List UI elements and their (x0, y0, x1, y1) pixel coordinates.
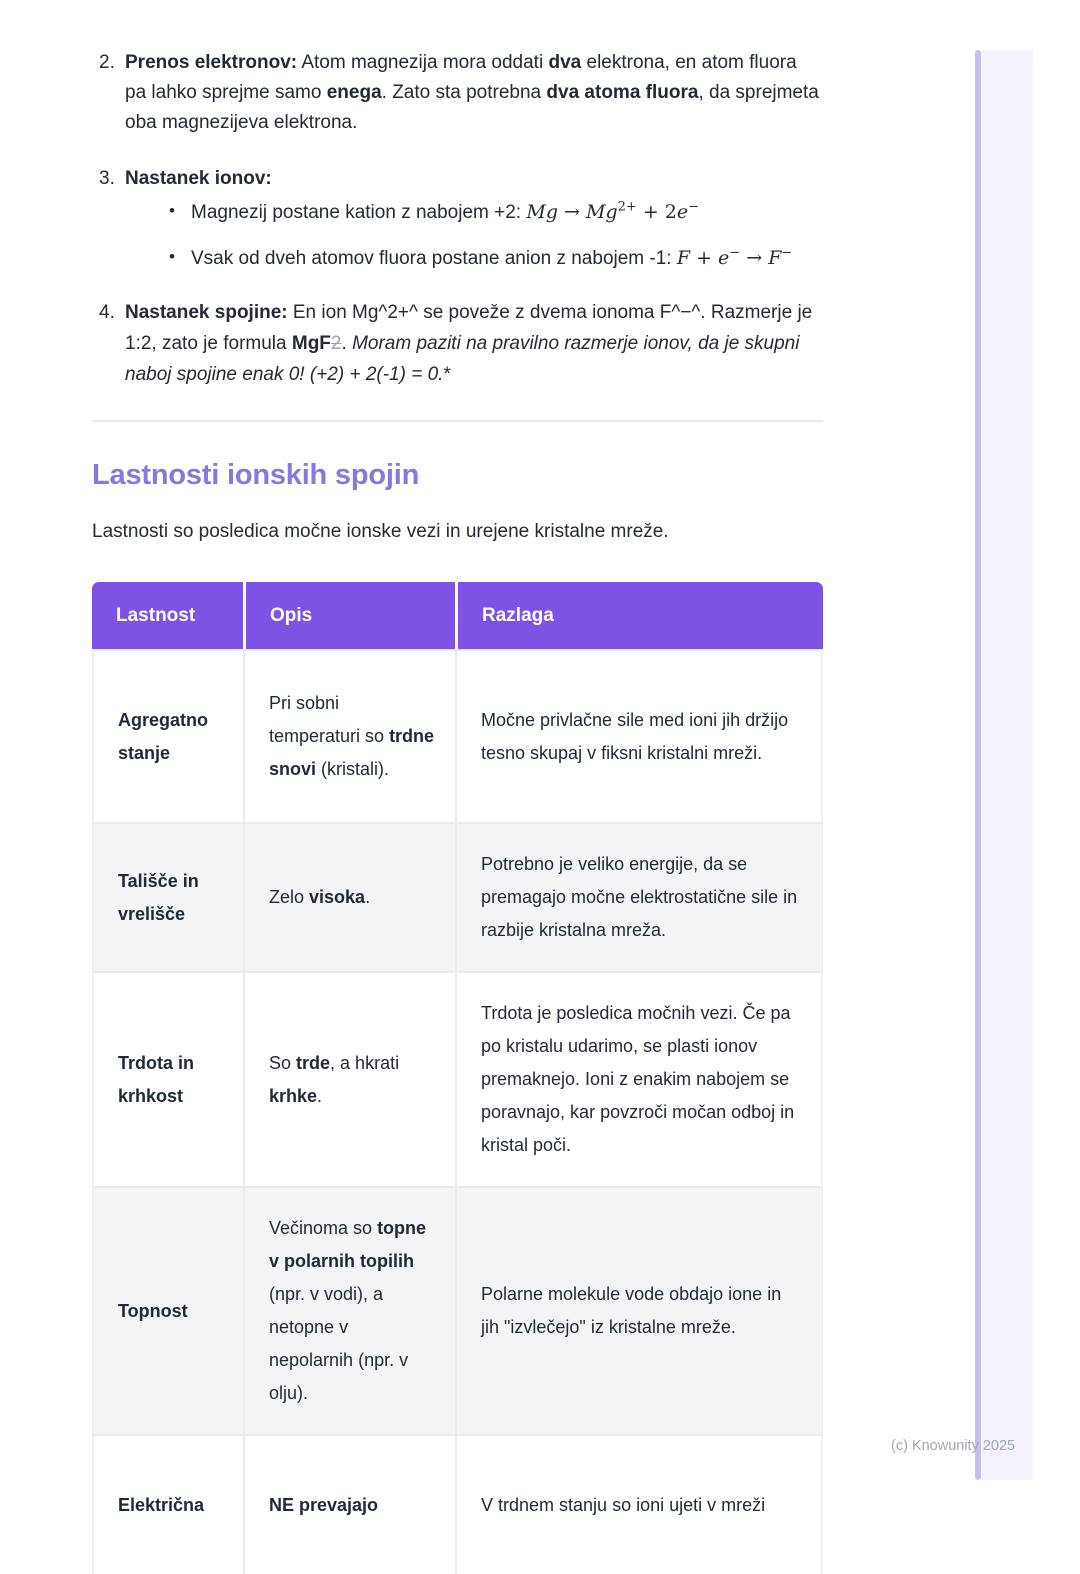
text-segment: So (269, 1052, 297, 1073)
text-segment: 2 (330, 333, 342, 354)
cell-opis (243, 1434, 455, 1574)
math-operator: + 2 (636, 201, 677, 223)
cell-razlaga: Trdota je posledica močnih vezi. Če pa po kristalu udarimo, se plasti ionov premaknejo. Ioni z enakim nabojem se poravnajo, kar povzroči močan odboj in kristal poči. (455, 971, 823, 1186)
properties-table (92, 582, 823, 1574)
text-segment: enega (326, 82, 382, 103)
text-segment: Pri sobni temperaturi so (269, 693, 390, 746)
list-item-text (125, 48, 823, 138)
table-header-opis: Opis (243, 582, 455, 649)
text-segment: MgF (291, 333, 331, 354)
math-superscript: − (781, 245, 793, 261)
list-number: 3. (99, 168, 115, 189)
text-segment: (npr. v vodi), a netopne v nepolarnih (npr. v olju). (269, 1284, 409, 1403)
text-segment: . Zato sta potrebna (381, 82, 547, 103)
cell-lastnost: Trdota in krhkost (92, 971, 243, 1186)
math-var: F (676, 247, 691, 269)
bullet-marker: • (169, 247, 175, 266)
cell-razlaga: Močne privlačne sile med ioni jih držijo tesno skupaj v fiksni kristalni mreži. (455, 649, 823, 822)
bullet-item-fluorine (125, 243, 823, 274)
cell-lastnost: Električna (92, 1434, 243, 1574)
text-segment: En ion Mg^2+^ se poveže z dvema ionoma F^−^. Razmerje je 1:2, zato je formula (125, 302, 813, 354)
text-segment: Zelo (269, 887, 310, 907)
bullet-item-magnesium (125, 197, 823, 228)
math-var: Mg (526, 201, 558, 223)
text-segment: (kristali). (316, 759, 390, 779)
math-var: e (718, 247, 730, 269)
list-item-4 (92, 297, 823, 390)
text-segment: * (443, 364, 451, 385)
page-edge-stripe (981, 50, 1033, 1480)
list-item-text (125, 297, 823, 390)
page-edge-line (975, 50, 981, 1480)
text-segment: trde (296, 1052, 331, 1073)
math-var: e (676, 201, 689, 223)
section-intro-paragraph: Lastnosti so posledica močne ionske vezi in urejene kristalne mreže. (92, 521, 669, 542)
cell-opis (243, 649, 455, 822)
cell-opis (243, 971, 455, 1186)
cell-opis (243, 1186, 455, 1434)
math-arrow: → (740, 247, 769, 269)
text-segment: . (365, 887, 371, 907)
document-content (92, 0, 823, 1574)
text-segment: visoka (309, 887, 366, 907)
text-segment: krhke (269, 1085, 318, 1106)
text-segment: , a hkrati (330, 1052, 400, 1073)
math-superscript: 2+ (617, 199, 637, 215)
text-segment: elektrona, en atom fluora pa lahko sprejme samo (125, 52, 797, 103)
table-row (92, 649, 823, 822)
table-row (92, 1186, 823, 1434)
math-superscript: − (729, 245, 741, 261)
math-formula-magnesium (526, 201, 699, 223)
cell-lastnost: Topnost (92, 1186, 243, 1434)
cell-razlaga: Polarne molekule vode obdajo ione in jih "izvlečejo" iz kristalne mreže. (455, 1186, 823, 1434)
table-header-lastnost: Lastnost (92, 582, 243, 649)
bold-label: Nastanek ionov: (125, 168, 272, 189)
table-header-razlaga: Razlaga (455, 582, 823, 649)
text-segment: NE prevajajo (269, 1494, 379, 1515)
math-formula-fluorine (677, 247, 792, 269)
list-item-3 (92, 164, 823, 274)
math-superscript: − (688, 199, 700, 215)
text-segment: Prenos elektronov: (125, 52, 298, 73)
bullet-text: Vsak od dveh atomov fluora postane anion z nabojem -1: (191, 248, 677, 269)
math-var: Mg (585, 201, 618, 223)
text-segment: dva atoma fluora (546, 82, 699, 103)
bullet-marker: • (169, 201, 175, 220)
text-segment: . (317, 1085, 323, 1106)
table-body (92, 649, 823, 1574)
text-segment: Večinoma so (269, 1218, 378, 1238)
table-header-row (92, 582, 823, 649)
math-arrow: → (557, 201, 586, 223)
list-number: 2. (99, 52, 115, 73)
table-row (92, 1434, 823, 1574)
text-segment: trdne snovi (269, 726, 435, 779)
text-segment: , da sprejmeta oba magnezijeva elektrona. (125, 82, 819, 133)
list-item-label (125, 164, 823, 194)
cell-lastnost: Tališče in vrelišče (92, 822, 243, 971)
bullet-text: Magnezij postane kation z nabojem +2: (191, 202, 527, 223)
math-operator: + (690, 247, 719, 269)
cell-razlaga: Potrebno je veliko energije, da se premagajo močne elektrostatične sile in razbije kristalna mreža. (455, 822, 823, 971)
cell-opis (243, 822, 455, 971)
text-segment: Atom magnezija mora oddati (297, 52, 549, 73)
cell-lastnost: Agregatno stanje (92, 649, 243, 822)
horizontal-divider (92, 420, 823, 422)
cell-razlaga: V trdnem stanju so ioni ujeti v mreži (455, 1434, 823, 1574)
table-row (92, 822, 823, 971)
copyright-credit: (c) Knowunity 2025 (891, 1438, 1016, 1454)
list-item-2 (92, 48, 823, 138)
section-heading: Lastnosti ionskih spojin (92, 459, 420, 491)
text-segment: Moram paziti na pravilno razmerje ionov, da je skupni naboj spojine enak 0! (+2) + 2(-1) = 0. (125, 333, 800, 385)
math-var: F (768, 247, 782, 269)
text-segment: . (341, 333, 353, 354)
text-segment: topne v polarnih topilih (269, 1218, 427, 1271)
text-segment: dva (548, 52, 582, 73)
text-segment: Nastanek spojine: (125, 302, 288, 323)
bullet-list (125, 197, 823, 274)
table-row (92, 971, 823, 1186)
list-number: 4. (99, 302, 115, 323)
